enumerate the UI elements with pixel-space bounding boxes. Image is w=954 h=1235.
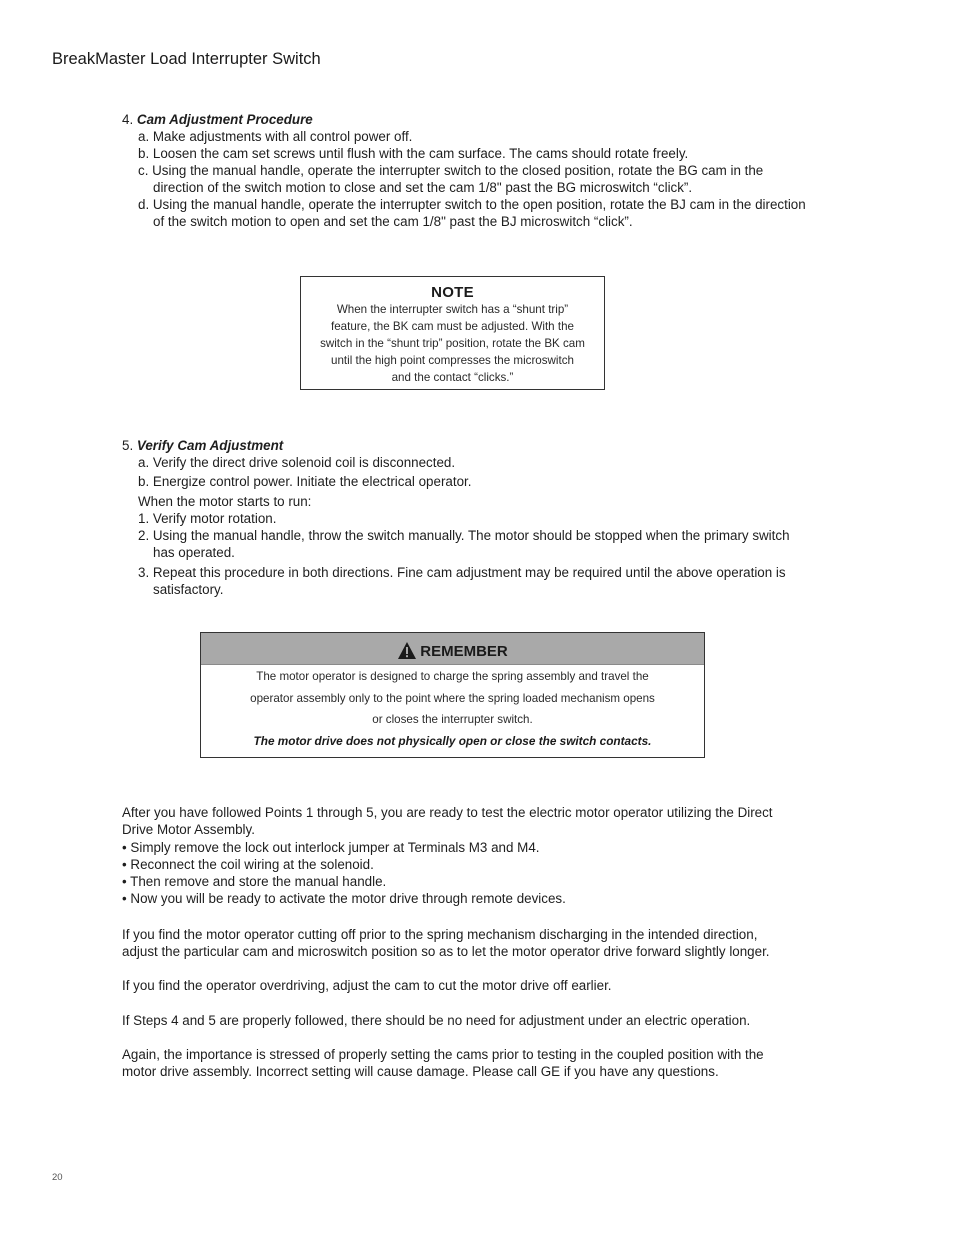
closing-intro-line: Drive Motor Assembly. xyxy=(122,822,255,837)
step-5b: b. Energize control power. Initiate the electrical operator. xyxy=(138,474,472,489)
note-title: NOTE xyxy=(431,284,474,301)
warning-triangle-icon xyxy=(397,641,417,660)
section-4-number: 4. xyxy=(122,112,134,127)
section-4-title: Cam Adjustment Procedure xyxy=(136,112,313,127)
page-header-title: BreakMaster Load Interrupter Switch xyxy=(52,50,321,68)
section-5-heading xyxy=(122,437,790,454)
section-4-heading xyxy=(122,111,806,128)
note-line: switch in the “shunt trip” position, rotate the BK cam xyxy=(320,337,585,350)
step-4b: b. Loosen the cam set screws until flush with the cam surface. The cams should rotate freely. xyxy=(138,146,689,161)
step-5-3: 3. Repeat this procedure in both directions. Fine cam adjustment may be required until the above operation is xyxy=(138,565,786,580)
paragraph-steps-followed: If Steps 4 and 5 are properly followed, there should be no need for adjustment under an electric operation. xyxy=(122,1013,751,1028)
closing-intro-line: After you have followed Points 1 through 5, you are ready to test the electric motor operator utilizing the Direct xyxy=(122,805,773,820)
step-4c: c. Using the manual handle, operate the interrupter switch to the closed position, rotate the BG cam in the xyxy=(138,163,764,178)
section-5-number: 5. xyxy=(122,438,134,453)
section-cam-adjustment xyxy=(122,111,806,230)
paragraph-overdriving: If you find the operator overdriving, adjust the cam to cut the motor drive off earlier. xyxy=(122,978,612,993)
bullet-item: • Then remove and store the manual handle. xyxy=(122,874,387,889)
step-4d: d. Using the manual handle, operate the interrupter switch to the open position, rotate the BJ cam in the direction xyxy=(138,197,806,212)
paragraph-cutting-off xyxy=(122,926,882,960)
note-line: When the interrupter switch has a “shunt trip” xyxy=(336,303,569,316)
remember-title: REMEMBER xyxy=(420,643,508,660)
step-4a: a. Make adjustments with all control power off. xyxy=(138,129,413,144)
remember-emphasis: The motor drive does not physically open or close the switch contacts. xyxy=(253,733,652,748)
paragraph-line: motor drive assembly. Incorrect setting will cause damage. Please call GE if you have any questions. xyxy=(122,1064,719,1079)
bullet-item: • Simply remove the lock out interlock jumper at Terminals M3 and M4. xyxy=(122,840,540,855)
section-verify-cam-adjustment xyxy=(122,437,790,598)
paragraph-line: adjust the particular cam and microswitch position so as to let the motor operator drive forward slightly longer. xyxy=(122,944,770,959)
bullet-item: • Reconnect the coil wiring at the solenoid. xyxy=(122,857,374,872)
remember-line: or closes the interrupter switch. xyxy=(372,713,533,726)
bullet-item: • Now you will be ready to activate the motor drive through remote devices. xyxy=(122,891,566,906)
paragraph-importance xyxy=(122,1046,882,1080)
remember-line: operator assembly only to the point where the spring loaded mechanism opens xyxy=(250,691,655,705)
remember-text xyxy=(201,666,704,731)
note-line: feature, the BK cam must be adjusted. With the xyxy=(331,320,574,333)
remember-box xyxy=(200,632,705,758)
paragraph-line: Again, the importance is stressed of properly setting the cams prior to testing in the coupled position with the xyxy=(122,1047,764,1062)
note-box xyxy=(300,276,605,390)
section-5-title: Verify Cam Adjustment xyxy=(136,438,284,453)
page-number: 20 xyxy=(52,1172,63,1183)
closing-intro xyxy=(122,804,882,907)
step-5-3-continued: satisfactory. xyxy=(153,582,224,597)
step-4c-continued: direction of the switch motion to close and set the cam 1/8" past the BG microswitch “click”. xyxy=(153,180,693,195)
note-line: and the contact “clicks.” xyxy=(391,371,514,384)
note-line: until the high point compresses the microswitch xyxy=(331,354,574,367)
remember-header xyxy=(201,633,704,665)
step-4d-continued: of the switch motion to open and set the cam 1/8" past the BJ microswitch “click”. xyxy=(153,214,633,229)
step-5-2: 2. Using the manual handle, throw the switch manually. The motor should be stopped when the primary switch xyxy=(138,528,790,543)
step-5a: a. Verify the direct drive solenoid coil is disconnected. xyxy=(138,455,456,470)
step-5-1: 1. Verify motor rotation. xyxy=(138,511,277,526)
paragraph-line: If you find the motor operator cutting off prior to the spring mechanism discharging in the intended direction, xyxy=(122,927,758,942)
step-5-2-continued: has operated. xyxy=(153,545,235,560)
remember-line: The motor operator is designed to charge the spring assembly and travel the xyxy=(256,670,649,683)
note-text xyxy=(301,301,604,386)
motor-run-intro: When the motor starts to run: xyxy=(138,494,312,509)
